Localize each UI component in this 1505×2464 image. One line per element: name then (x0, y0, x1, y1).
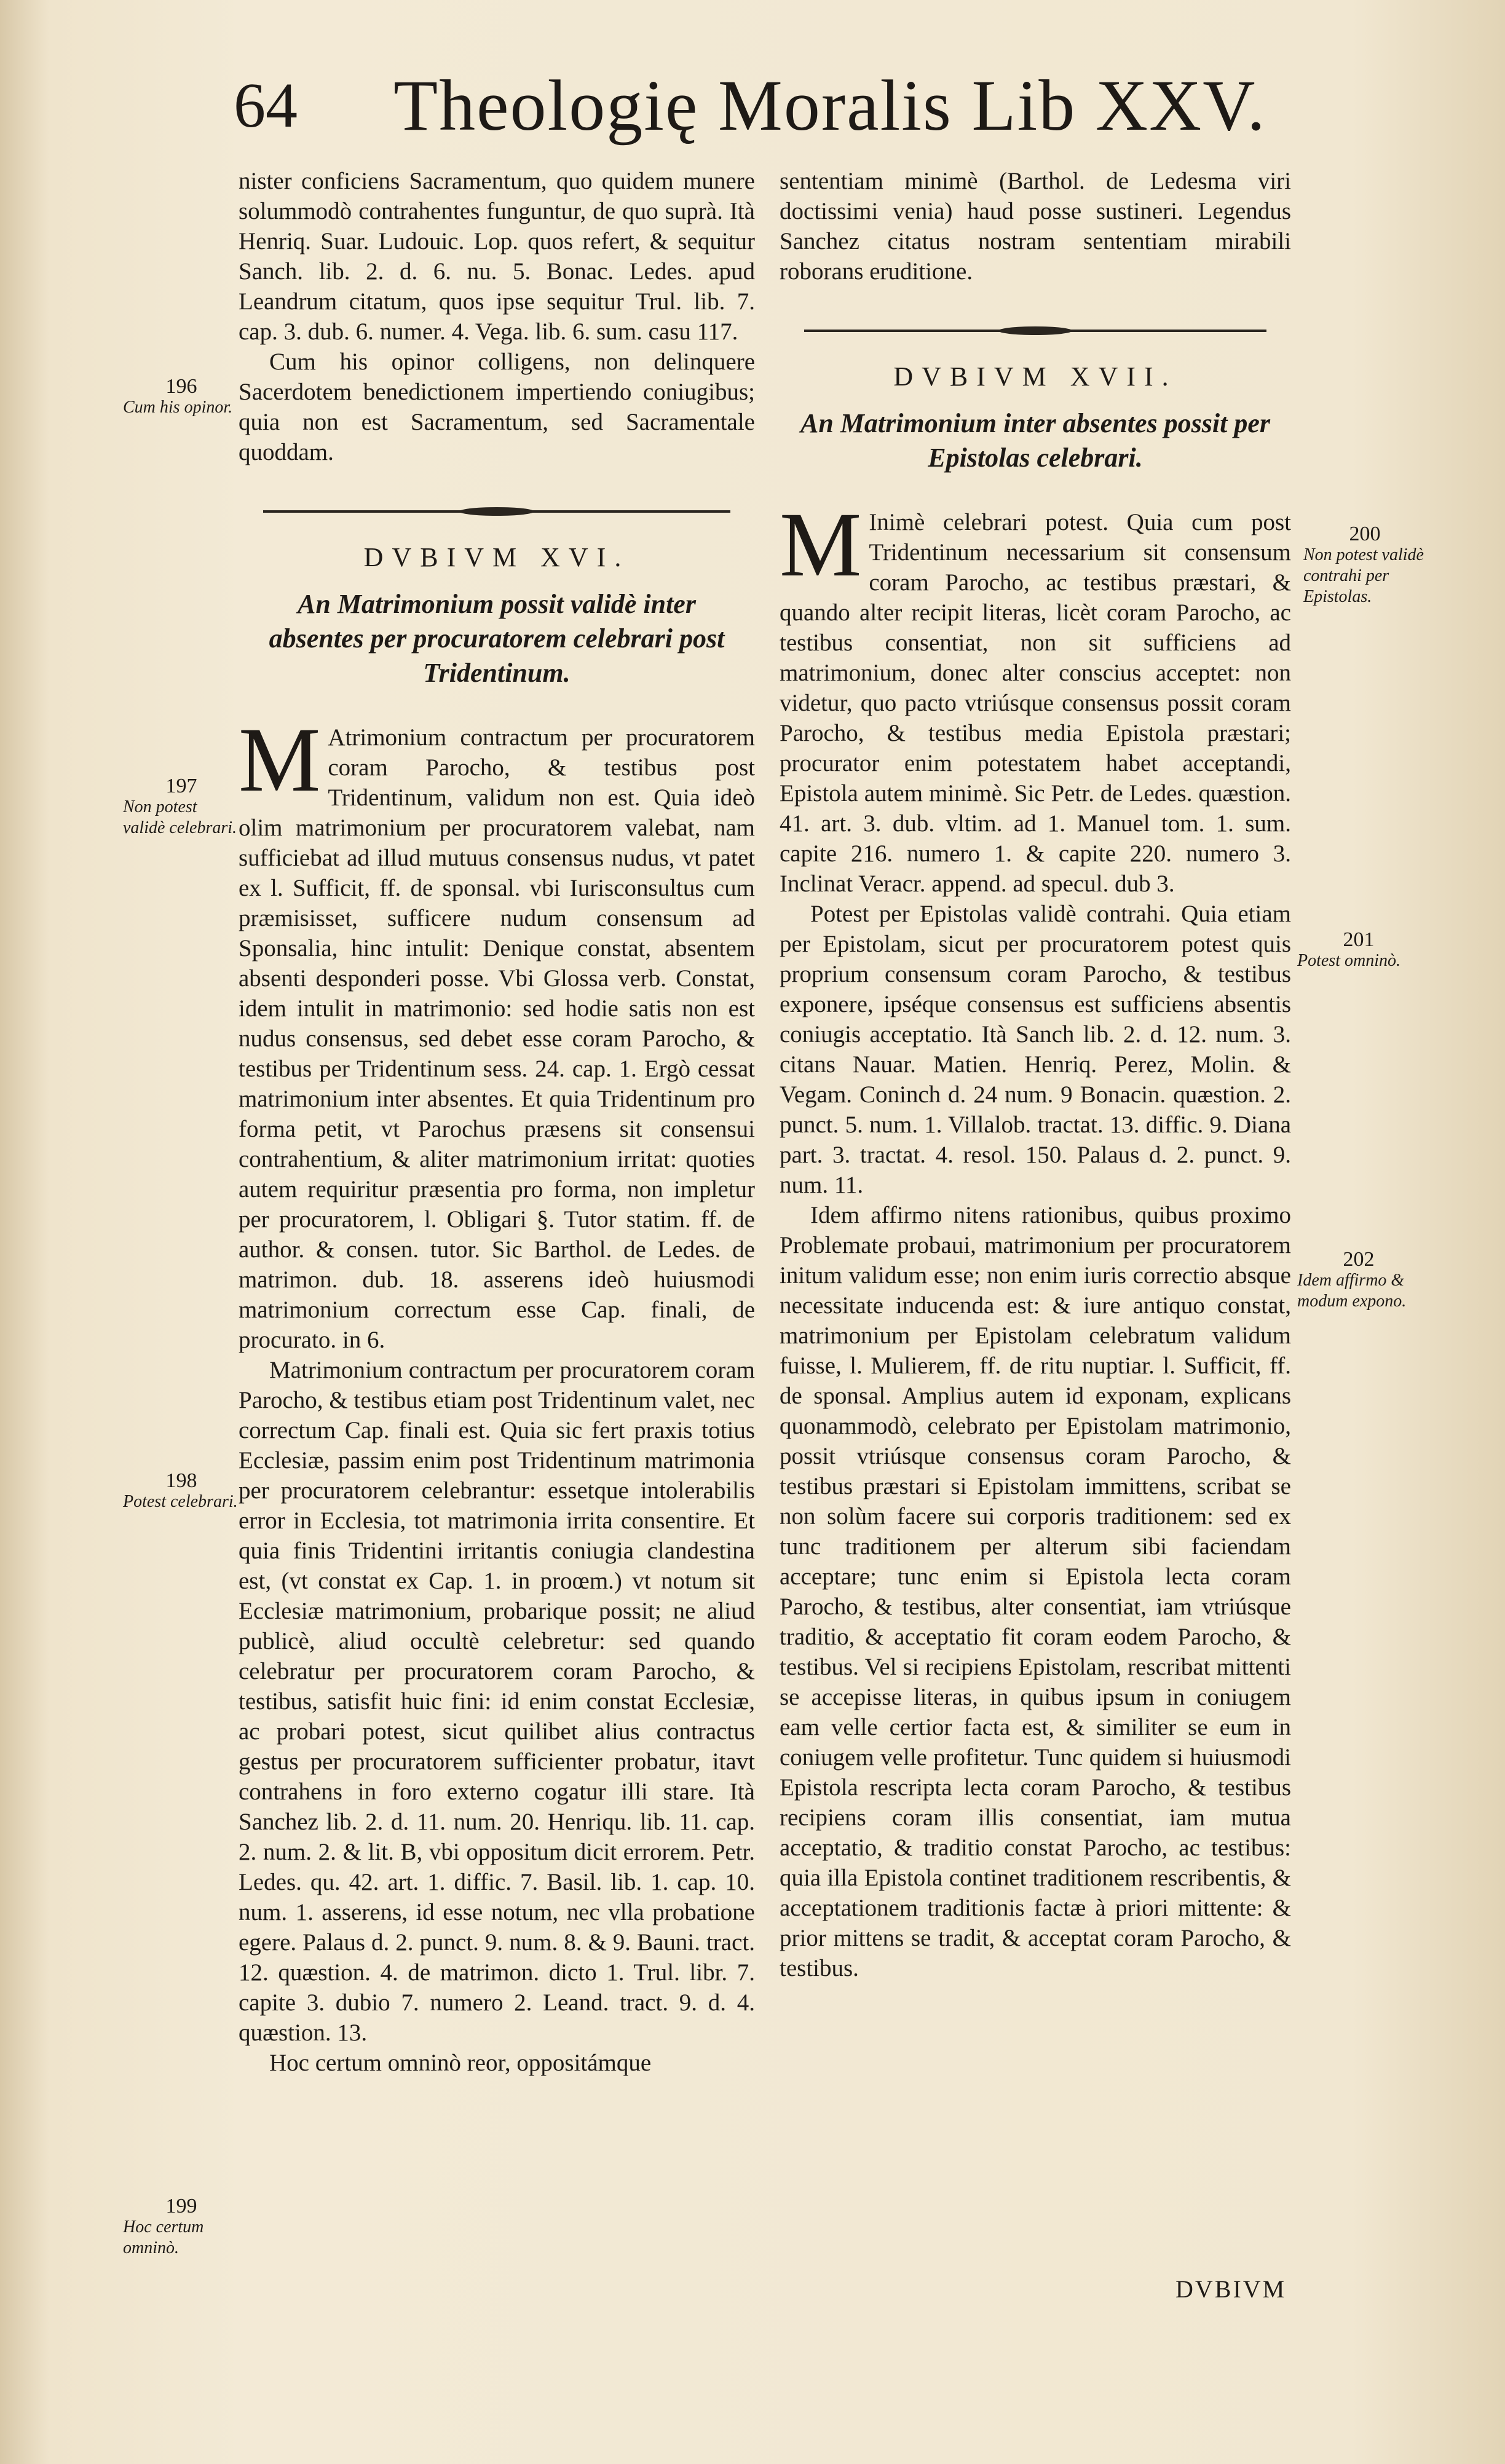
paragraph-197-text: Atrimonium contractum per procuratorem coram Parocho, & testibus post Tridentinum, validum non est. Quia ideò olim matrimonium per procuratorem valebat, nam sufficiebat ad illud mutuus consensus nudus, vt patet ex l. Sufficit, ff. de sponsal. vbi Iurisconsultus cum præmisisset, sufficere nudum consensum ad Sponsalia, hinc intulit: Denique constat, absentem absenti desponderi posse. Vbi Glossa verb. Constat, idem intulit in matrimonio: sed hodie satis non est nudus consensus, sed debet esse coram Parocho, & testibus per Tridentinum sess. 24. cap. 1. Ergò cessat matrimonium inter absentes. Et quia Tridentinum pro forma petit, vt Parochus præsens sit consensui contrahentium, & aliter matrimonium irritat: quoties autem requiritur præsentia pro forma, non impletur per procuratorem, l. Obligari §. Tutor statim. ff. de author. & consen. tutor. Sic Barthol. de Ledes. de matrimon. dub. 18. asserens ideò huiusmodi matrimonium correctum esse Cap. finali, de procurato. in 6. (239, 724, 755, 1353)
paragraph-198: Matrimonium contractum per procuratorem coram Parocho, & testibus etiam post Tridentinum valet, nec correctum Cap. finali est. Quia sic fert praxis totius Ecclesiæ, passim enim post Tridentinum matrimonia per procuratorem celebrantur: essetque intolerabilis error in Ecclesia, tot matrimonia irrita consentire. Et quia finis Tridentini irritantis coniugia clandestina est, (vt constat ex Cap. 1. in proœm.) vt notum sit Ecclesiæ matrimonium, probarique possit; ne aliud publicè, aliud occultè celebretur: sed quando celebratur per procuratorem coram Parocho, & testibus, satisfit huic fini: id enim constat Ecclesiæ, ac probari potest, sicut quilibet alius contractus gestus per procuratorem sufficienter probatur, itavt contrahens in foro externo cogatur illi stare. Ità Sanchez lib. 2. d. 11. num. 20. Henriqu. lib. 11. cap. 2. num. 2. & lit. B, vbi oppositum dicit errorem. Petr. Ledes. qu. 42. art. 1. diffic. 7. Basil. lib. 1. cap. 10. num. 1. asserens, id esse notum, nec vlla probatione egere. Palaus d. 2. punct. 9. num. 8. & 9. Bauni. tract. 12. quæstion. 4. de matrimon. dicto 1. Trul. libr. 7. capite 3. dubio 7. numero 2. Leand. tract. 9. d. 4. quæstion. 13. (239, 1357, 755, 2046)
margin-note-199: 199 Hoc certum omninò. (123, 2195, 204, 2257)
margin-note-198: 198 Potest celebrari. (123, 1469, 238, 1511)
paragraph-196: Cum his opinor colligens, non delinquere Sacerdotem benedictionem impertiendo coniugibus; quia non est Sacramentum, sed Sacramentale quoddam. (239, 349, 755, 465)
dubium-heading-xvii: DVBIVM XVII. (893, 361, 1177, 392)
drop-cap: M (780, 494, 862, 596)
paragraph-202: Idem affirmo nitens rationibus, quibus proximo Problemate probaui, matrimonium per procuratorem initum validum esse; non enim iuris correctio absque necessitate inducenda est: & iure antiquo constat, matrimonium per Epistolam celebratum validum fuisse, l. Mulierem, ff. de ritu nuptiar. l. Sufficit, ff. de sponsal. Amplius autem id exponam, explicans quonammodò, celebrato per Epistolam matrimonio, possit vtriúsque consensus coram Parocho, & testibus præstari si Epistolam immittens, scribat se non solùm facere sui corporis traditionem: sed ex tunc traditionem per alterum sibi faciendam acceptare; tunc enim si Epistola lecta coram Parocho, & testibus, alter consentiat, iam vtriúsque traditio, & acceptatio fit coram eodem Parocho, & testibus. Vel si recipiens Epistolam, rescribat mittenti se accepisse literas, in quibus ipsum in coniugem eam velle certior facta est, & similiter se eum in coniugem velle profitetur. Tunc quidem si huiusmodi Epistola rescripta lecta coram Parocho, & testibus recipiens coram illis consentiat, iam mutua acceptatio, & traditio constat Parocho, ac testibus: quia illa Epistola continet traditionem rescribentis, & acceptationem traditionis factæ à priori mittente: & prior mittens se tradit, & acceptat coram Parocho, & testibus. (780, 1202, 1291, 1981)
margin-note-202: 202 Idem affirmo & modum expono. (1297, 1248, 1407, 1311)
page-header (234, 65, 1340, 160)
paragraph-197 (239, 709, 755, 1355)
margin-note-197: 197 Non potest validè celebrari. (123, 775, 237, 837)
left-column (239, 166, 755, 2078)
drop-cap: M (239, 709, 321, 811)
right-top-text: sententiam minimè (Barthol. de Ledesma viri doctissimi venia) haud posse sustineri. Legendus Sanchez citatus nostram sententiam mirabili roborans eruditione. (780, 168, 1291, 285)
margin-note-200: 200 Non potest validè contrahi per Epistolas. (1303, 523, 1424, 606)
page-number: 64 (234, 70, 298, 141)
margin-note-201: 201 Potest omninò. (1297, 928, 1400, 970)
question-heading-xvi: An Matrimonium possit validè inter absentes per procuratorem celebrari post Tridentinum. (269, 589, 725, 688)
paragraph-200 (780, 494, 1291, 899)
paragraph-199: Hoc certum omninò reor, oppositámque (269, 2050, 652, 2076)
paragraph-201: Potest per Epistolas validè contrahi. Quia etiam per Epistolam, sicut per procuratorem potest quis proprium consensum coram Parocho, & testibus exponere, ipséque consensus est sufficiens absentis coniugis acceptatio. Ità Sanch lib. 2. d. 12. num. 3. citans Nauar. Matien. Henriq. Perez, Molin. & Vegam. Coninch d. 24 num. 9 Bonacin. quæstion. 2. punct. 5. num. 1. Villalob. tractat. 13. diffic. 9. Diana part. 3. tractat. 4. resol. 150. Palaus d. 2. punct. 9. num. 11. (780, 901, 1291, 1198)
catchword: DVBIVM (1175, 2275, 1287, 2303)
paragraph-200-text: Inimè celebrari potest. Quia cum post Tridentinum necessarium sit consensum coram Parocho, ac testibus præstari, & quando alter recipit literas, licèt coram Parocho, ac testibus consentiat, non sit sufficiens ad matrimonium, donec alter conscius acceptet: non videtur, quo pacto vtriúsque consensus possit coram Parocho, & testibus media Epistola præstari; procurator enim potestatem habet acceptandi, Epistola autem minimè. Sic Petr. de Ledes. quæstion. 41. art. 3. dub. vltim. ad 1. Manuel tom. 1. sum. capite 216. numero 1. & capite 220. numero 3. Inclinat Veracr. append. ad specul. dub 3. (780, 509, 1291, 897)
right-column (780, 166, 1291, 1983)
section-divider (263, 503, 730, 520)
section-divider (804, 322, 1266, 339)
question-heading-xvii: An Matrimonium inter absentes possit per Epistolas celebrari. (800, 408, 1271, 473)
margin-note-196: 196 Cum his opinor. (123, 375, 233, 417)
dubium-heading-xvi: DVBIVM XVI. (363, 542, 630, 572)
left-top-text: nister conficiens Sacramentum, quo quidem munere solummodò contrahentes funguntur, de quo suprà. Ità Henriq. Suar. Ludouic. Lop. quos refert, & sequitur Sanch. lib. 2. d. 6. nu. 5. Bonac. Ledes. apud Leandrum citatum, quos ipse sequitur Trul. lib. 7. cap. 3. dub. 6. numer. 4. Vega. lib. 6. sum. casu 117. (239, 168, 755, 345)
running-title: Theologię Moralis Lib XXV. (393, 65, 1266, 146)
